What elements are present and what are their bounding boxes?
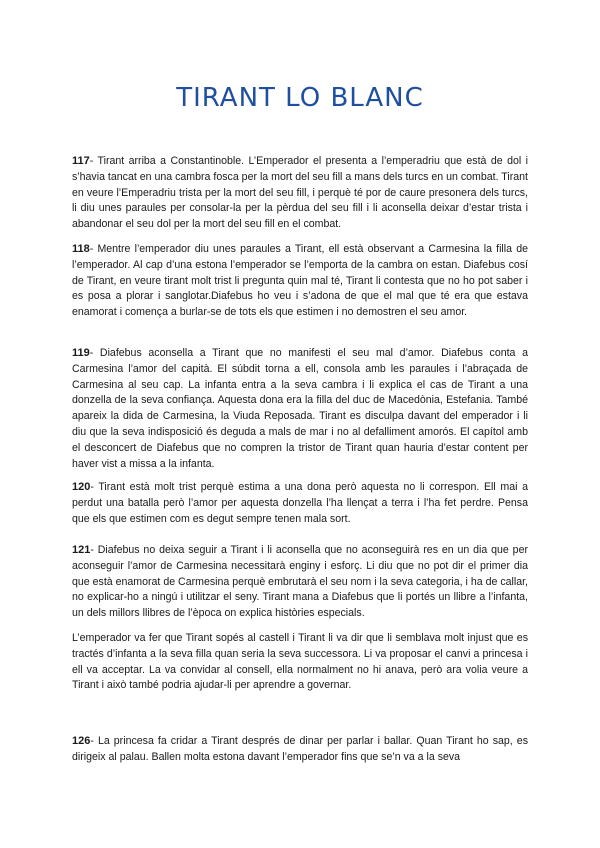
chapter-number: 118 — [72, 243, 90, 255]
chapter-number: 120 — [72, 481, 91, 493]
paragraph-continuation — [72, 631, 528, 694]
paragraph-119 — [72, 346, 528, 472]
chapter-number: 121 — [72, 544, 91, 556]
paragraph-text: L’emperador va fer que Tirant sopés al castell i Tirant li va dir que li semblava molt injust que es tractés d’infanta a la seva filla quan seria la seva successora. Li va proposar el canvi a princesa i ell va acceptar. La va convidar al consell, ella normalment no hi anava, però ara volia veure a Tirant i això també podria ajudar-li per aprendre a governar. — [72, 632, 528, 692]
paragraph-121 — [72, 543, 528, 622]
paragraph-text: - Tirant està molt trist perquè estima a una dona però aquesta no li correspon. Ell mai a perdut una batalla però l’amor per aquesta donzella l’ha llençat a terra i l’ha fet perdre. Pensa que els que estimen com es degut sempre tenen mala sort. — [72, 481, 528, 525]
chapter-number: 117 — [72, 155, 90, 167]
paragraph-118 — [72, 242, 528, 321]
paragraph-text: - Diafebus no deixa seguir a Tirant i li aconsella que no aconseguirà res en un dia que per aconseguir l’amor de Carmesina necessitarà enginy i esforç. Li diu que no pot dir el primer dia que està enamorat de Carmesina perquè embrutarà el seu nom i la seva categoria, i ha de callar, no explicar-ho a ningú i utilitzar el seny. Tirant mana a Diafebus que li portés un llibre a l’infanta, un dels millors llibres de l’època on explica històries especials. — [72, 544, 528, 620]
paragraph-120 — [72, 480, 528, 527]
chapter-number: 119 — [72, 347, 90, 359]
paragraph-126 — [72, 734, 528, 766]
paragraph-text: - La princesa fa cridar a Tirant després de dinar per parlar i ballar. Quan Tirant ho sap, es dirigeix al palau. Ballen molta estona davant l’emperador fins que se’n va a la seva — [72, 735, 528, 763]
paragraph-text: - Diafebus aconsella a Tirant que no manifesti el seu mal d’amor. Diafebus conta a Carmesina l’amor del capità. El súbdit torna a ell, consola amb les paraules i l’abraçada de Carmesina al seu cap. La infanta entra a la seva cambra i li explica el cas de Tirant a una donzella de la seva confiança. Aquesta dona era la filla del duc de Macedònia, Estefania. També apareix la dida de Carmesina, la Viuda Reposada. Tirant es disculpa davant del emperador i li diu que la seva indisposició és deguda a mals de mar i no al defalliment amorós. El capítol amb el desconcert de Diafebus que no compren la tristor de Tirant quan hauria d’estar content per haver vist a missa a la infanta. — [72, 347, 528, 470]
document-title: TIRANT LO BLANC — [176, 83, 424, 113]
paragraph-117 — [72, 154, 528, 233]
paragraph-text: - Mentre l’emperador diu unes paraules a Tirant, ell està observant a Carmesina la filla de l’emperador. Al cap d’una estona l’emperador se l’emporta de la cambra on estan. Diafebus cosí de Tirant, en veure tirant molt trist li pregunta quin mal té, Tirant li contesta que no ho pot saber i es posa a plorar i sanglotar.Diafebus ho veu i s’adona de que el mal que té era que estava enamorat i comença a burlar-se de tots els que estimen i no demostren el seu amor. — [72, 243, 528, 319]
chapter-number: 126 — [72, 735, 91, 747]
paragraph-text: - Tirant arriba a Constantinoble. L’Emperador el presenta a l’emperadriu que està de dol i s’havia tancat en una cambra fosca per la mort del seu fill a mans dels turcs en un combat. Tirant en veure l’Emperadriu trista per la mort del seu fill, i perquè té por de caure presonera dels turcs, li diu unes paraules per consolar-la per la pèrdua del seu fill i li aconsella deixar d’estar trista i abandonar el seu dol per la mort del seu fill en el combat. — [72, 155, 528, 231]
